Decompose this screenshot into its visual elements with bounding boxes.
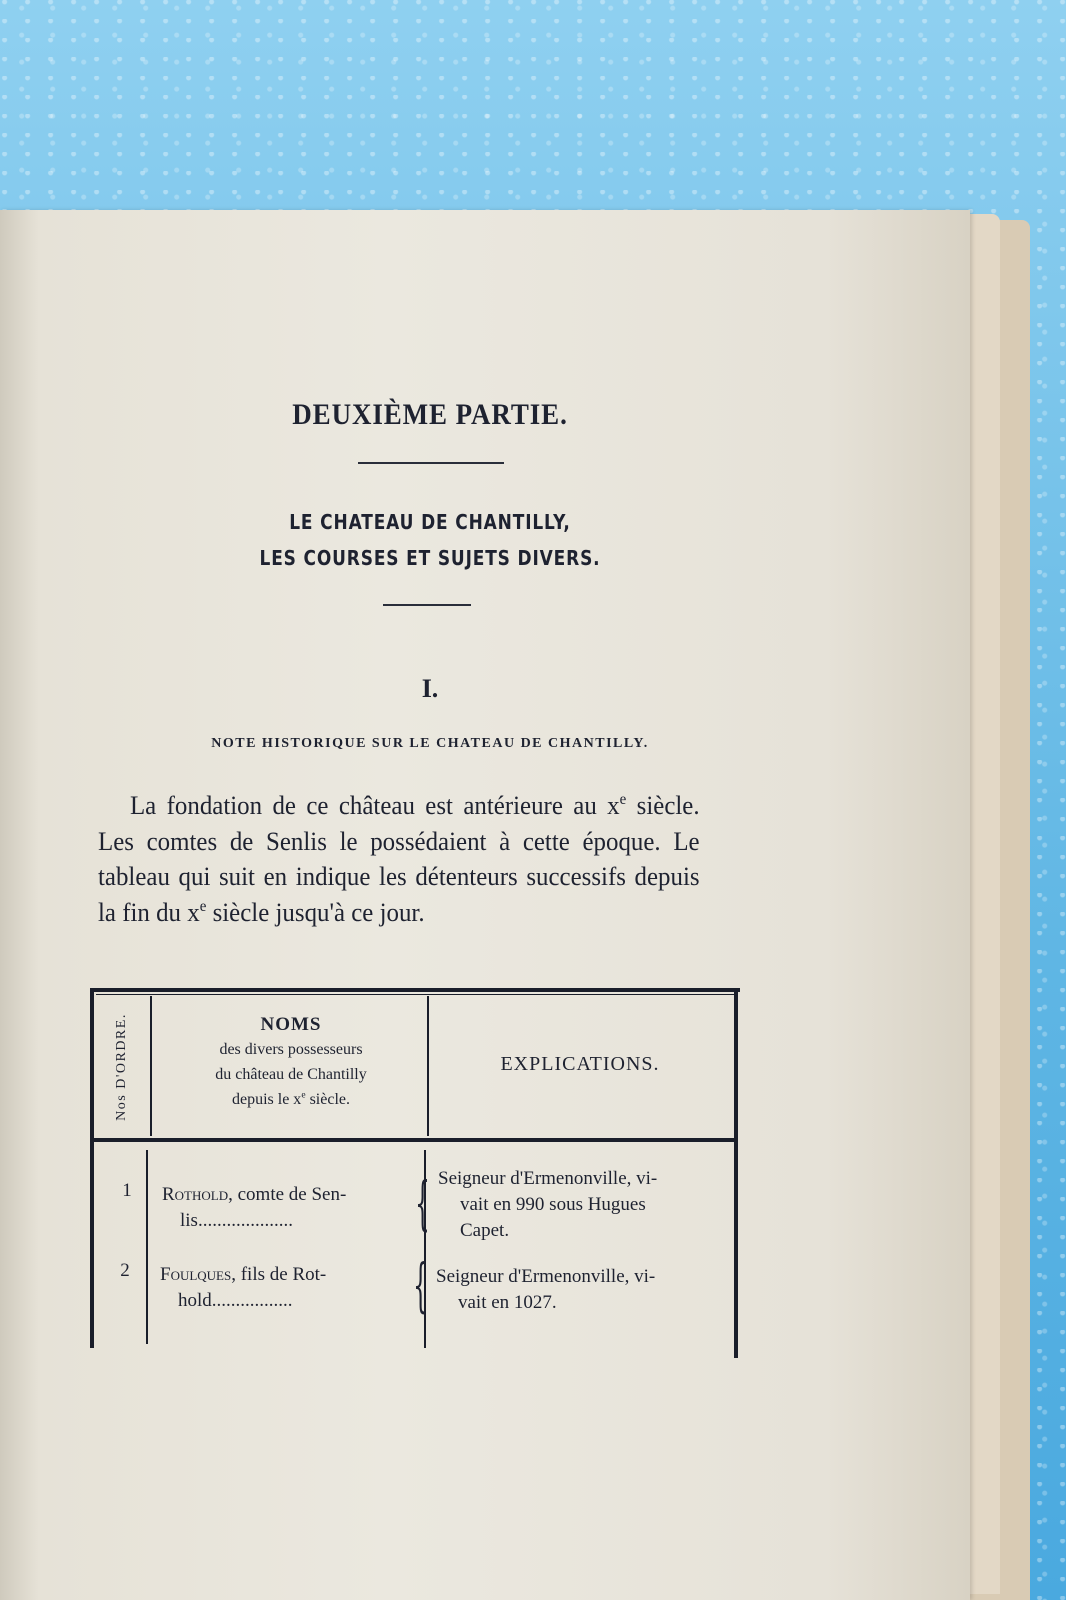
row-1-brace: { bbox=[415, 1169, 430, 1237]
subtitle-rule bbox=[383, 604, 471, 606]
col-divider-2-head bbox=[427, 996, 429, 1136]
row-2-explication: Seigneur d'Ermenonville, vi- vait en 1027. bbox=[436, 1266, 656, 1313]
col-header-noms bbox=[160, 1012, 422, 1112]
noms-sub-2: du château de Chantilly bbox=[215, 1066, 367, 1083]
row-1-number: 1 bbox=[122, 1180, 132, 1201]
table-right-border bbox=[734, 988, 738, 1358]
col-header-ordre: Nos D'ORDRE. bbox=[114, 1013, 130, 1121]
paragraph-text-1: La fondation de ce château est antérieure au x bbox=[129, 790, 620, 820]
paragraph-text-2: siècle. Les comtes de Senlis le possédaient à cette époque. Le tableau qui suit en indique les détenteurs successifs depuis la fin du x bbox=[98, 790, 700, 927]
col-divider-1-head bbox=[150, 996, 152, 1136]
row-2-number: 2 bbox=[120, 1260, 130, 1281]
paragraph-text-3: siècle jusqu'à ce jour. bbox=[206, 896, 425, 927]
col-header-explications: EXPLICATIONS. bbox=[500, 1053, 660, 1075]
title-rule bbox=[358, 462, 504, 464]
table-top-inner-border bbox=[96, 994, 736, 995]
superscript-1: e bbox=[619, 791, 627, 809]
row-2-name: Foulques, fils de Rot- hold................. bbox=[160, 1264, 327, 1311]
part-title: DEUXIÈME PARTIE. bbox=[292, 398, 568, 431]
section-number: I. bbox=[421, 674, 439, 703]
col-divider-1-body bbox=[146, 1150, 148, 1344]
row-1-explication: Seigneur d'Ermenonville, vi- vait en 990 sous Hugues Capet. bbox=[438, 1168, 658, 1241]
header-bottom-border bbox=[92, 1138, 736, 1142]
intro-paragraph bbox=[98, 788, 700, 930]
table-left-border bbox=[90, 988, 94, 1348]
noms-title: NOMS bbox=[260, 1014, 322, 1035]
subtitle-line-1: LE CHATEAU DE CHANTILLY, bbox=[289, 510, 571, 534]
row-1-name: Rothold, comte de Sen- lis.................... bbox=[162, 1184, 347, 1231]
superscript-2: e bbox=[199, 897, 207, 915]
row-2-brace: { bbox=[413, 1251, 428, 1319]
noms-sub-1: des divers possesseurs bbox=[219, 1041, 363, 1058]
noms-sub-3: depuis le $x^e$ siècle. bbox=[231, 1089, 350, 1108]
table-top-border bbox=[92, 988, 740, 992]
section-title: NOTE HISTORIQUE SUR LE CHATEAU DE CHANTILLY. bbox=[211, 736, 649, 751]
subtitle-line-2: LES COURSES ET SUJETS DIVERS. bbox=[259, 546, 601, 570]
